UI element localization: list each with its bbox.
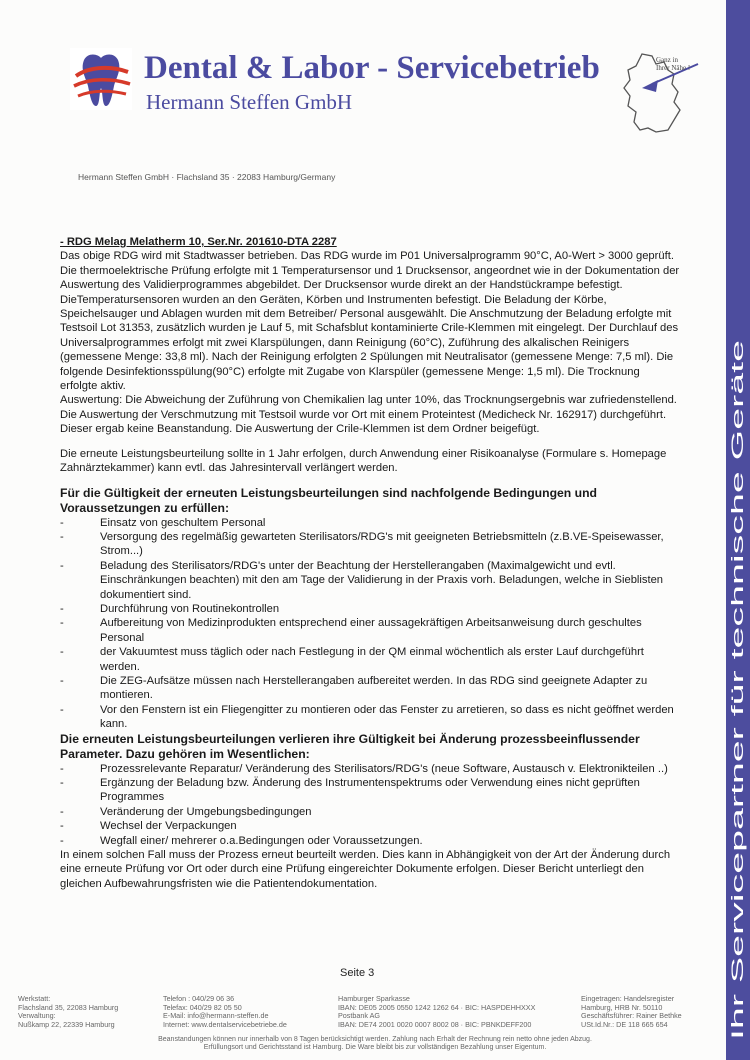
list-item: - Versorgung des regelmäßig gewarteten Sterilisators/RDG's mit geeigneten Betriebsmitteln (z.B.VE-Speisewasser, Strom...) [60, 530, 680, 559]
conditions-heading: Für die Gültigkeit der erneuten Leistungsbeurteilungen sind nachfolgende Bedingungen und Voraussetzungen zu erfüllen: [60, 485, 597, 515]
list-item: - Prozessrelevante Reparatur/ Veränderung des Sterilisators/RDG's (neue Software, Austausch v. Elektronikteilen ..) [60, 762, 680, 776]
list-item: - Vor den Fenstern ist ein Fliegengitter zu montieren oder das Fenster zu arretieren, so dass es nicht geöffnet werden kann. [60, 703, 680, 732]
list-item: - Durchführung von Routinekontrollen [60, 602, 680, 616]
map-caption: Ganz in Ihrer Nähe ! [656, 56, 691, 72]
list-item: - Beladung des Sterilisators/RDG's unter der Beachtung der Herstellerangaben (Maximalgewicht und evtl. Einschränkungen beachten) mit den am Tage der Validierung in der Praxis vorh. Beladungen, welche in Sieblisten dokumentiert sind. [60, 559, 680, 602]
list-item: - der Vakuumtest muss täglich oder nach Festlegung in der QM einmal wöchentlich als erster Lauf durchgeführt werden. [60, 645, 680, 674]
list-item: - Einsatz von geschultem Personal [60, 516, 680, 530]
changes-heading: Die erneuten Leistungsbeurteilungen verlieren ihre Gültigkeit bei Änderung prozessbeeinflussender Parameter. Dazu gehören im Wesentlichen: [60, 731, 640, 761]
list-item: - Die ZEG-Aufsätze müssen nach Herstellerangaben aufbereitet werden. In das RDG sind geeignete Adapter zu montieren. [60, 674, 680, 703]
list-item: - Veränderung der Umgebungsbedingungen [60, 805, 680, 819]
list-item: - Wegfall einer/ mehrerer o.a.Bedingungen oder Voraussetzungen. [60, 834, 680, 848]
page-number: Seite 3 [340, 967, 375, 979]
report-paragraph-interval: Die erneute Leistungsbeurteilung sollte in 1 Jahr erfolgen, durch Anwendung einer Risikoanalyse (Formulare s. Homepage Zahnärztekammer) kann evtl. das Jahresintervall verlängert werden. [60, 447, 667, 475]
svg-text:Ihr Servicepartner für technis: Ihr Servicepartner für technische Geräte [728, 737, 747, 1040]
changes-list [60, 762, 680, 848]
company-subtitle: Hermann Steffen GmbH [146, 90, 353, 114]
footer-contact: Telefon : 040/29 06 36 Telefax: 040/29 82 05 50 E-Mail: info@hermann-steffen.de Internet: www.dentalservicebetriebe.de [163, 994, 287, 1029]
list-item: - Ergänzung der Beladung bzw. Änderung des Instrumentenspektrums oder Verwendung eines nicht geprüften Programmes [60, 776, 680, 805]
conditions-list [60, 516, 680, 732]
tooth-logo-icon [70, 48, 132, 110]
report-title: - RDG Melag Melatherm 10, Ser.Nr. 201610-DTA 2287 [60, 236, 337, 248]
closing-paragraph: In einem solchen Fall muss der Prozess erneut beurteilt werden. Dies kann in Abhängigkeit von der Art der Änderung durch eine erneute Prüfung vor Ort oder durch eine Prüfung eingereichter Dokumente erfolgen. Dieser Bericht unterliegt den gleichen Aufbewahrungsfristen wie die Patientendokumentation. [60, 849, 671, 890]
sidebar-slogan [726, 270, 750, 1045]
footer-bank: Hamburger Sparkasse IBAN: DE05 2005 0550 1242 1262 64 · BIC: HASPDEHHXXX Postbank AG IBAN: DE74 2001 0020 0007 8002 08 · BIC: PBNKDEFF200 [338, 994, 536, 1029]
footer-registry: Eingetragen: Handelsregister Hamburg, HRB Nr. 50110 Geschäftsführer: Rainer Bethke USt.Id.Nr.: DE 118 665 654 [581, 994, 682, 1029]
company-name: Dental & Labor - Servicebetrieb [144, 50, 600, 86]
sender-address-line: Hermann Steffen GmbH · Flachsland 35 · 22083 Hamburg/Germany [78, 172, 336, 182]
report-body [60, 235, 680, 891]
report-paragraph-procedure: Das obige RDG wird mit Stadtwasser betrieben. Das RDG wurde im P01 Universalprogramm 90°C, A0-Wert > 3000 geprüft. Die thermoelektrische Prüfung erfolgte mit 1 Temperatursensor und 1 Drucksensor, angeordnet wie in der Dokumentation der Auswertung des Validierprogrammes abgebildet. Der Drucksensor wurde direkt an der Handstückrampe befestigt. DieTemperatursensoren wurden an den Geräten, Körben und Instrumenten befestigt. Die Beladung der Körbe, Speichelsauger und Ablagen wurden mit dem Betreiber/ Personal ausgewählt. Die Anschmutzung der Beladung erfolgte mit Testsoil Lot 31353, zusätzlich wurden je Lauf 5, mit Schafsblut kontaminierte Crile-Klemmen mit eingelegt. Der Durchlauf des Universalprogrammes erfolgt mit zwei Klarspülungen, dann Reinigung (60°C), Zuführung des alkalischen Reinigers (gemessene Menge: 33,8 ml). Nach der Reinigung erfolgten 2 Spülungen mit Neutralisator (gemessene Menge: 7,5 ml). Die folgende Desinfektionsspülung(90°C) erfolgte mit Zugabe von Klarspüler (gemessene Menge: 1,5 ml). Die Trocknung erfolgte aktiv. [60, 250, 680, 393]
footer-notice: Beanstandungen können nur innerhalb von 8 Tagen berücksichtigt werden. Zahlung nach Erhalt der Rechnung rein netto ohne jeden Abzug. Erfüllungsort und Gerichtsstand ist Hamburg. Die Ware bleibt bis zur vollständigen Bezahlung unser Eigentum. [158, 1036, 592, 1052]
footer-addresses: Werkstatt: Flachsland 35, 22083 Hamburg Verwaltung: Nußkamp 22, 22339 Hamburg [18, 994, 119, 1029]
list-item: - Wechsel der Verpackungen [60, 819, 680, 833]
list-item: - Aufbereitung von Medizinprodukten entsprechend einer aussagekräftigen Arbeitsanweisung durch geschultes Personal [60, 616, 680, 645]
report-paragraph-evaluation: Auswertung: Die Abweichung der Zuführung von Chemikalien lag unter 10%, das Trocknungsergebnis war zufriedenstellend. Die Auswertung der Verschmutzung mit Testsoil wurde vor Ort mit einem Proteintest (Medicheck Nr. 162917) durchgeführt. Dieser ergab keine Beanstandung. Die Auswertung der Crile-Klemmen ist dem Ordner beigefügt. [60, 394, 677, 436]
